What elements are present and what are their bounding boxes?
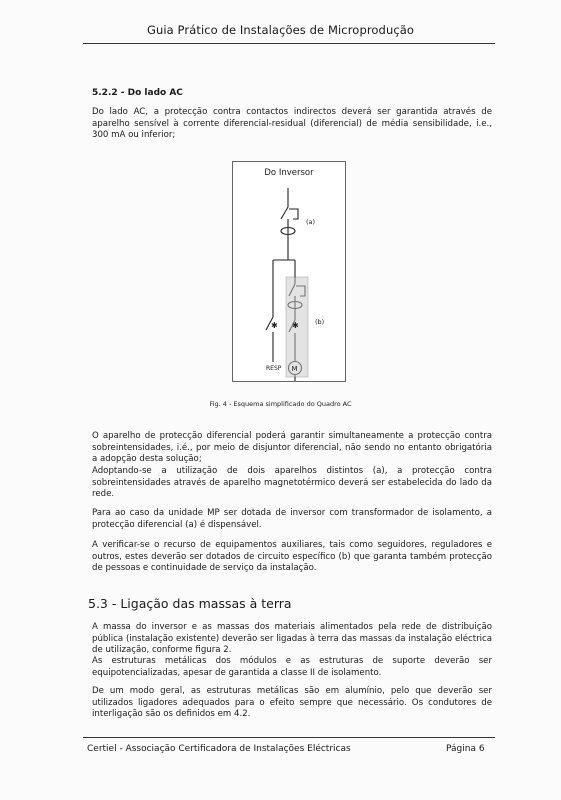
figure-title: Do Inversor (264, 168, 314, 178)
body-paragraph-2: Adoptando-se a utilização de dois aparelhos distintos (a), a protecção contra sobreintensidades através de aparelho magnetotérmico deverá ser estabelecida do lado da rede. (92, 466, 492, 500)
footer-publisher: Certiel - Associação Certificadora de Instalações Eléctricas (87, 744, 351, 754)
circuit-diagram (233, 162, 345, 381)
label-a: (a) (306, 218, 316, 226)
figure-caption: Fig. 4 - Esquema simplificado do Quadro AC (209, 400, 352, 408)
body-paragraph-3: Para ao caso da unidade MP ser dotada de inversor com transformador de isolamento, a protecção diferencial (a) é dispensável. (92, 508, 492, 530)
switch-a-trip (289, 209, 298, 219)
figure-box (232, 161, 346, 382)
section-53-heading: 5.3 - Ligação das massas à terra (88, 596, 292, 611)
svg-text:✱: ✱ (271, 321, 278, 330)
label-b: (b) (315, 318, 325, 326)
header-rule (83, 43, 495, 44)
label-resp: RESP (266, 365, 282, 372)
label-motor: M (291, 365, 298, 373)
section-522-paragraph: Do lado AC, a protecção contra contactos indirectos deverá ser garantida através de aparelho sensível à corrente diferencial-residual (diferencial) de média sensibilidade, i.e., 300 mA ou inferior; (92, 107, 492, 141)
body-paragraph-4: A verificar-se o recurso de equipamentos auxiliares, tais como seguidores, reguladores e outros, estes deverão ser dotados de circuito específico (b) que garanta também protecção de pessoas e continuidade de serviço da instalação. (92, 540, 492, 574)
svg-text:✱: ✱ (292, 321, 299, 330)
footer-page-number: Página 6 (446, 744, 485, 754)
section-53-paragraph-3: De um modo geral, as estruturas metálicas são em alumínio, pelo que deverão ser utilizados ligadores adequados para o efeito sempre que necessário. Os condutores de interligação são os definidos em 4.2. (92, 686, 492, 720)
switch-a-blade (281, 207, 288, 219)
section-522-heading: 5.2.2 - Do lado AC (92, 88, 183, 98)
body-paragraph-1: O aparelho de protecção diferencial poderá garantir simultaneamente a protecção contra sobreintensidades, i.é., por meio de disjuntor diferencial, não sendo no entanto obrigatória a adopção desta solução; (92, 431, 492, 465)
section-53-paragraph-2: As estruturas metálicas dos módulos e as estruturas de suporte deverão ser equipotencializadas, apesar de garantida a classe II de isolamento. (92, 656, 492, 678)
section-53-paragraph-1: A massa do inversor e as massas dos materiais alimentados pela rede de distribuição pública (instalação existente) deverão ser ligadas à terra das massas da instalação eléctrica de utilização, conforme figura 2. (92, 622, 492, 656)
footer-rule (83, 737, 495, 738)
page-header-title: Guia Prático de Instalações de Microprodução (146, 23, 415, 37)
